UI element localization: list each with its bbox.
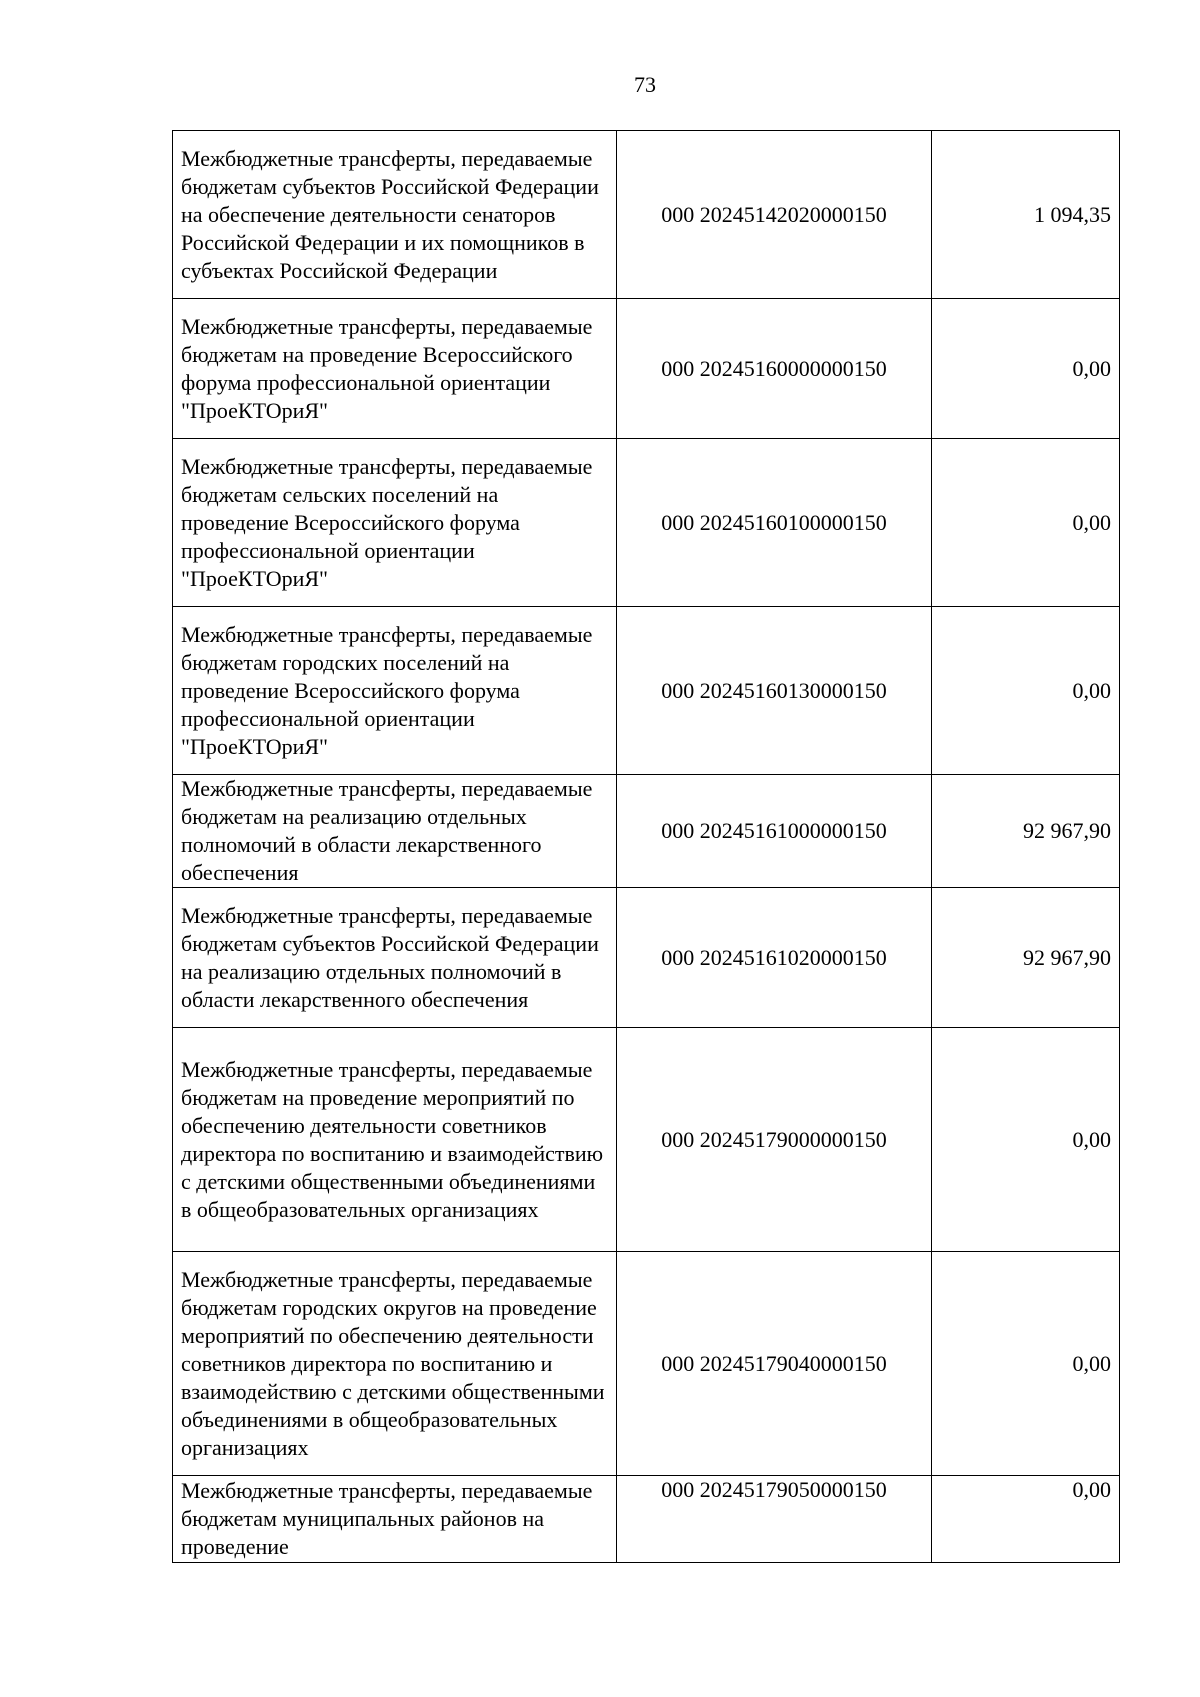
row-code-cell: 000 20245160130000150 xyxy=(617,607,932,775)
row-value-cell: 92 967,90 xyxy=(932,775,1120,888)
table-row xyxy=(173,775,1120,888)
row-value-cell: 0,00 xyxy=(932,299,1120,439)
row-code-cell: 000 20245179040000150 xyxy=(617,1252,932,1476)
table-row xyxy=(173,888,1120,1028)
table-row xyxy=(173,1252,1120,1476)
row-value-cell: 0,00 xyxy=(932,1252,1120,1476)
row-code-cell: 000 20245142020000150 xyxy=(617,131,932,299)
row-name-cell: Межбюджетные трансферты, передаваемые бюджетам сельских поселений на проведение Всероссийского форума профессиональной ориентации "ПроеКТОриЯ" xyxy=(173,439,617,607)
row-value-cell: 92 967,90 xyxy=(932,888,1120,1028)
row-name-cell: Межбюджетные трансферты, передаваемые бюджетам городских поселений на проведение Всероссийского форума профессиональной ориентации "ПроеКТОриЯ" xyxy=(173,607,617,775)
row-value-cell: 1 094,35 xyxy=(932,131,1120,299)
row-name-cell: Межбюджетные трансферты, передаваемые бюджетам субъектов Российской Федерации на реализацию отдельных полномочий в области лекарственного обеспечения xyxy=(173,888,617,1028)
table-row xyxy=(173,299,1120,439)
row-name-cell: Межбюджетные трансферты, передаваемые бюджетам городских округов на проведение мероприятий по обеспечению деятельности советников директора по воспитанию и взаимодействию с детскими общественными объединениями в общеобразовательных организациях xyxy=(173,1252,617,1476)
row-code-cell: 000 20245160000000150 xyxy=(617,299,932,439)
row-name-cell: Межбюджетные трансферты, передаваемые бюджетам на проведение Всероссийского форума профессиональной ориентации "ПроеКТОриЯ" xyxy=(173,299,617,439)
row-name-cell: Межбюджетные трансферты, передаваемые бюджетам на реализацию отдельных полномочий в области лекарственного обеспечения xyxy=(173,775,617,888)
table-row xyxy=(173,439,1120,607)
table-row xyxy=(173,1028,1120,1252)
row-value-cell: 0,00 xyxy=(932,1476,1120,1563)
row-code-cell: 000 20245179000000150 xyxy=(617,1028,932,1252)
row-name-cell: Межбюджетные трансферты, передаваемые бюджетам муниципальных районов на проведение xyxy=(173,1476,617,1563)
row-code-cell: 000 20245161000000150 xyxy=(617,775,932,888)
table-row xyxy=(173,131,1120,299)
row-value-cell: 0,00 xyxy=(932,607,1120,775)
row-name-cell: Межбюджетные трансферты, передаваемые бюджетам на проведение мероприятий по обеспечению деятельности советников директора по воспитанию и взаимодействию с детскими общественными объединениями в общеобразовательных организациях xyxy=(173,1028,617,1252)
row-code-cell: 000 20245161020000150 xyxy=(617,888,932,1028)
page-number: 73 xyxy=(634,72,656,97)
row-value-cell: 0,00 xyxy=(932,439,1120,607)
row-name-cell: Межбюджетные трансферты, передаваемые бюджетам субъектов Российской Федерации на обеспечение деятельности сенаторов Российской Федерации и их помощников в субъектах Российской Федерации xyxy=(173,131,617,299)
budget-table xyxy=(172,130,1120,1563)
table-row xyxy=(173,607,1120,775)
row-value-cell: 0,00 xyxy=(932,1028,1120,1252)
table-row xyxy=(173,1476,1120,1563)
row-code-cell: 000 20245179050000150 xyxy=(617,1476,932,1563)
row-code-cell: 000 20245160100000150 xyxy=(617,439,932,607)
